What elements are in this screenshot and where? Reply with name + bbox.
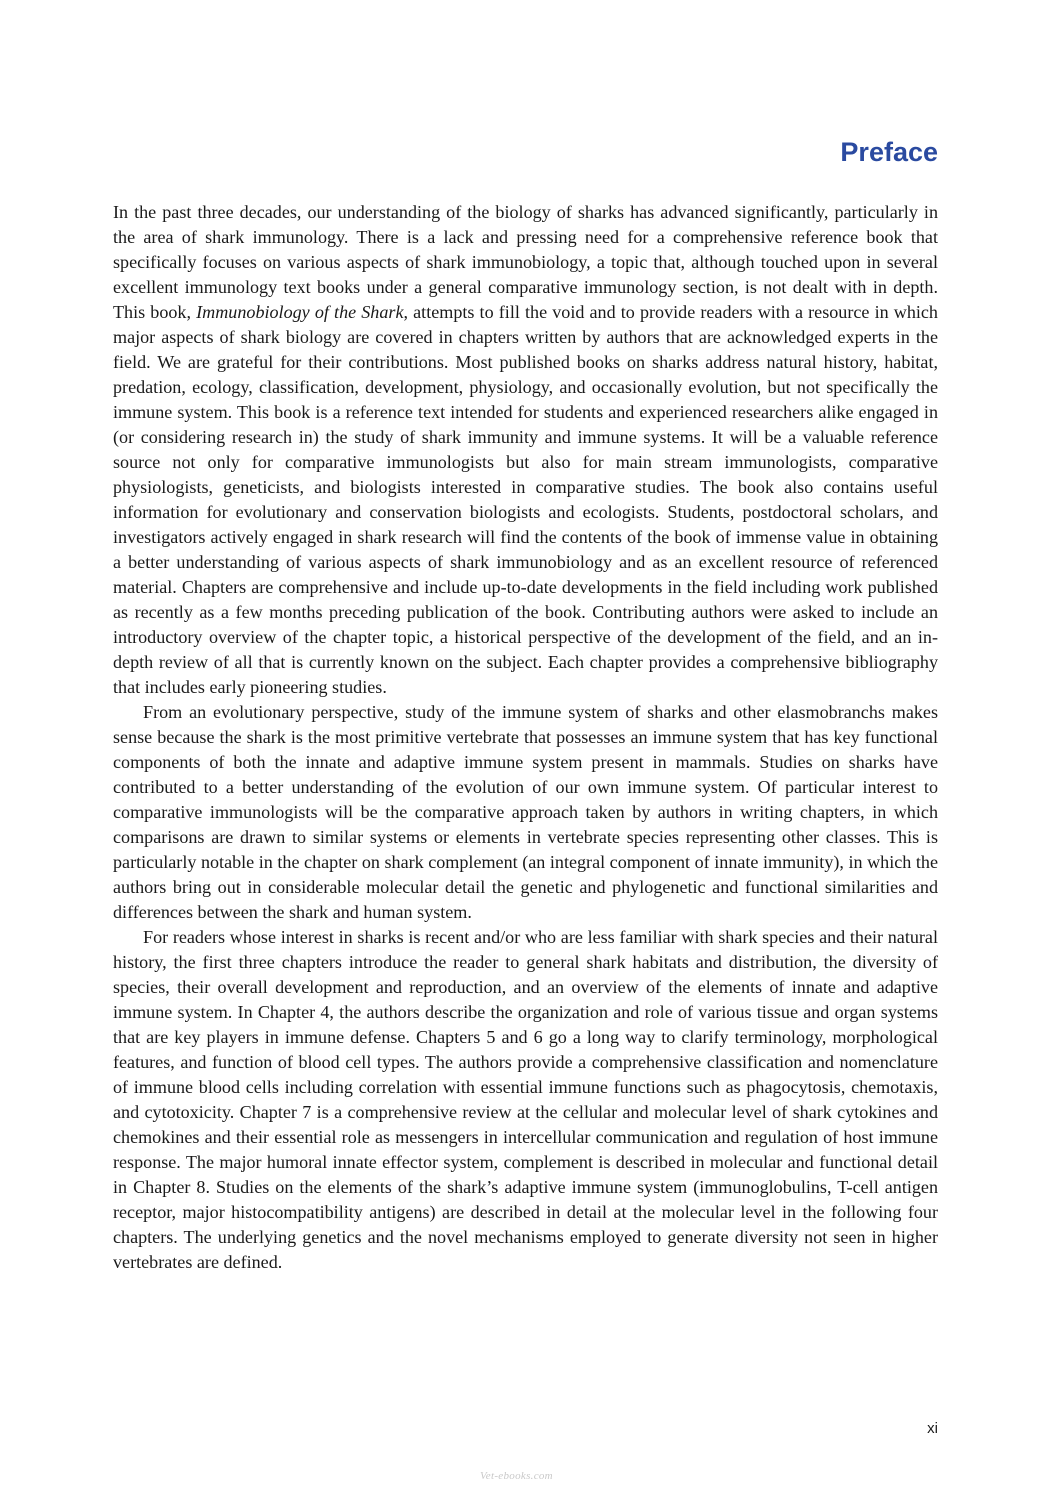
paragraph-3: For readers whose interest in sharks is recent and/or who are less familiar with shark species and their natural history, the first three chapters introduce the reader to general shark habitats and distribution, the diversity of species, their overall development and reproduction, and an overview of the elements of innate and adaptive immune system. In Chapter 4, the authors describe the organization and role of various tissue and organ systems that are key players in immune defense. Chapters 5 and 6 go a long way to clarify terminology, morphological features, and function of blood cell types. The authors provide a comprehensive classification and nomenclature of immune blood cells including correlation with essential immune functions such as phagocytosis, chemotaxis, and cytotoxicity. Chapter 7 is a comprehensive review at the cellular and molecular level of shark cytokines and chemokines and their essential role as messengers in intercellular communication and regulation of host immune response. The major humoral innate effector system, complement is described in molecular and functional detail in Chapter 8. Studies on the elements of the shark’s adaptive immune system (immunoglobulins, T-cell antigen receptor, major histocompatibility antigens) are described in detail at the molecular level in the following four chapters. The underlying genetics and the novel mechanisms employed to generate diversity not seen in higher vertebrates are defined. <box>113 927 938 1272</box>
watermark: Vet-ebooks.com <box>480 1470 553 1482</box>
paragraph-2: From an evolutionary perspective, study of the immune system of sharks and other elasmobranchs makes sense because the shark is the most primitive vertebrate that possesses an immune system that has key functional components of both the innate and adaptive immune system present in mammals. Studies on sharks have contributed to a better understanding of the evolution of our own immune system. Of particular interest to comparative immunologists will be the comparative approach taken by authors in writing chapters, in which comparisons are drawn to similar systems or elements in vertebrate species representing other classes. This is particularly notable in the chapter on shark complement (an integral component of innate immunity), in which the authors bring out in considerable molecular detail the genetic and phylogenetic and functional similarities and differences between the shark and human system. <box>113 702 938 922</box>
page-number: xi <box>927 1420 938 1437</box>
paragraph-1-text-before: In the past three decades, our understanding of the biology of sharks has advanced significantly, particularly in the area of shark immunology. There is a lack and pressing need for a comprehensive reference book that specifically focuses on various aspects of shark immunobiology, a topic that, although touched upon in several excellent immunology text books under a general comparative immunology section, is not dealt with in depth. This book, <box>113 202 938 322</box>
paragraph-1-text-after: , attempts to fill the void and to provide readers with a resource in which major aspects of shark biology are covered in chapters written by authors that are acknowledged experts in the field. We are grateful for their contributions. Most published books on sharks address natural history, habitat, predation, ecology, classification, development, physiology, and occasionally evolution, but not specifically the immune system. This book is a reference text intended for students and experienced researchers alike engaged in (or considering research in) the study of shark immunity and immune systems. It will be a valuable reference source not only for comparative immunologists but also for main stream immunologists, comparative physiologists, geneticists, and biologists interested in comparative studies. The book also contains useful information for evolutionary and conservation biologists and ecologists. Students, postdoctoral scholars, and investigators actively engaged in shark research will find the contents of the book of immense value in obtaining a better understanding of various aspects of shark immunobiology and as an excellent resource of referenced material. Chapters are comprehensive and include up-to-date developments in the field including work published as recently as a few months preceding publication of the book. Contributing authors were asked to include an introductory overview of the chapter topic, a historical perspective of the development of the field, and an in-depth review of all that is currently known on the subject. Each chapter provides a comprehensive bibliography that includes early pioneering studies. <box>113 302 938 697</box>
preface-body <box>113 200 938 1275</box>
page-title: Preface <box>840 137 938 167</box>
book-title: Immunobiology of the Shark <box>196 302 404 322</box>
paragraph-1 <box>113 200 938 700</box>
